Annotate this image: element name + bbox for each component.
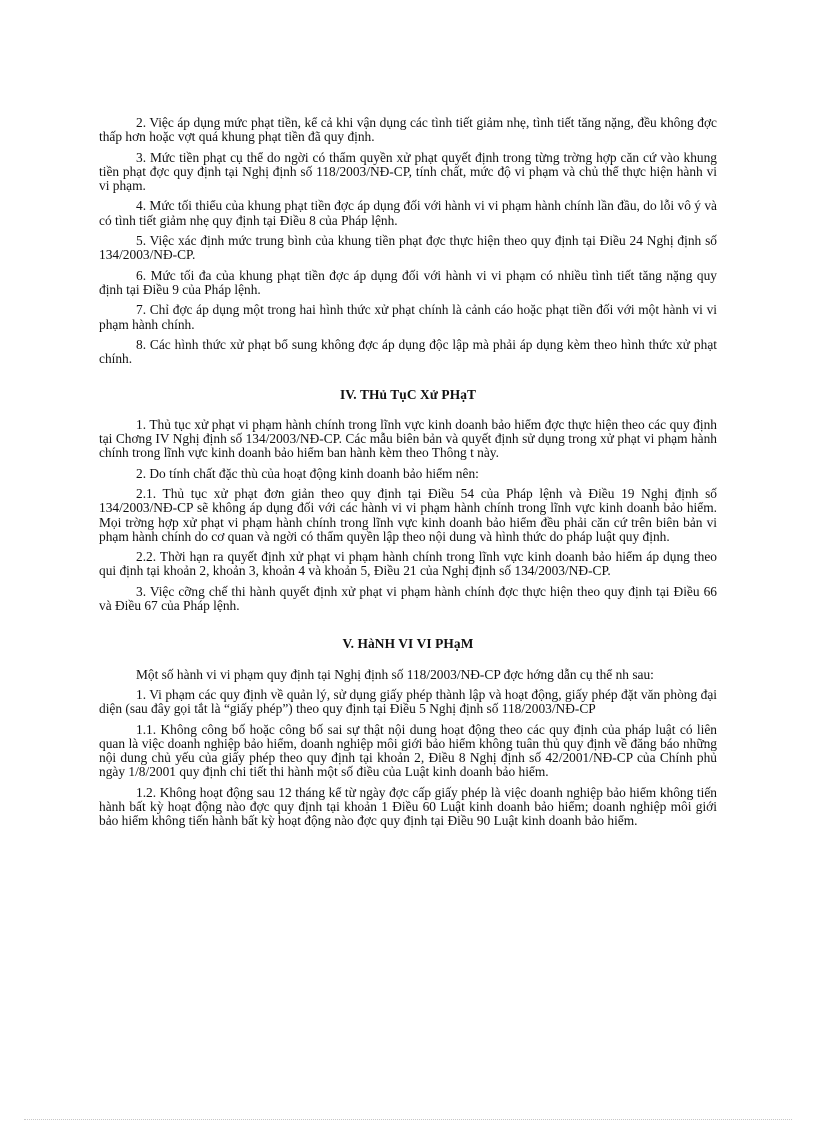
paragraph: 4. Mức tối thiểu của khung phạt tiền đợc áp dụng đối với hành vi vi phạm hành chính lần đầu, do lỗi vô ý và có tình tiết giảm nhẹ quy định tại Điều 8 của Pháp lệnh. [99, 198, 717, 228]
paragraph: 5. Việc xác định mức trung bình của khung tiền phạt đợc thực hiện theo quy định tại Điều 24 Nghị định số 134/2003/NĐ-CP. [99, 233, 717, 263]
paragraph: 8. Các hình thức xử phạt bổ sung không đợc áp dụng độc lập mà phải áp dụng kèm theo hình thức xử phạt chính. [99, 336, 717, 367]
page-bottom-divider [24, 1119, 792, 1120]
paragraph: 2.1. Thủ tục xử phạt đơn giản theo quy định tại Điều 54 của Pháp lệnh và Điều 19 Nghị định số 134/2003/NĐ-CP sẽ không áp dụng đối với các hành vi vi phạm hành chính trong lĩnh vực kinh doanh bảo hiểm. Mọi trờng hợp xử phạt vi phạm hành chính trong lĩnh vực kinh doanh bảo hiểm đều phải căn cứ trên biên bản vi phạm hành chính do cơ quan và ngời có thẩm quyền lập theo nội dung và hình thức do pháp luật quy định. [99, 485, 717, 544]
paragraph: 7. Chỉ đợc áp dụng một trong hai hình thức xử phạt chính là cảnh cáo hoặc phạt tiền đối với một hành vi vi phạm hành chính. [99, 302, 717, 332]
paragraph: 2.2. Thời hạn ra quyết định xử phạt vi phạm hành chính trong lĩnh vực kinh doanh bảo hiểm áp dụng theo qui định tại khoản 2, khoản 3, khoản 4 và khoản 5, Điều 21 của Nghị định số 134/2003/NĐ-CP. [99, 549, 717, 579]
paragraph: 3. Mức tiền phạt cụ thể do ngời có thẩm quyền xử phạt quyết định trong từng trờng hợp căn cứ vào khung tiền phạt đợc quy định tại Nghị định số 118/2003/NĐ-CP, tính chất, mức độ vi phạm và chủ thể thực hiện hành vi vi phạm. [99, 149, 717, 194]
paragraph: Một số hành vi vi phạm quy định tại Nghị định số 118/2003/NĐ-CP đợc hớng dẫn cụ thể nh sau: [136, 666, 654, 682]
paragraph: 1.1. Không công bố hoặc công bố sai sự thật nội dung hoạt động theo các quy định của pháp luật có liên quan là việc doanh nghiệp bảo hiểm, doanh nghiệp môi giới bảo hiểm không tuân thủ quy định về đăng báo những nội dung chủ yếu của giấy phép theo quy định tại khoản 2, Điều 8 Nghị định số 42/2001/NĐ-CP của Chính phủ ngày 1/8/2001 quy định chi tiết thi hành một số điều của Luật kinh doanh bảo hiểm. [99, 721, 717, 780]
paragraph: 2. Việc áp dụng mức phạt tiền, kể cả khi vận dụng các tình tiết giảm nhẹ, tình tiết tăng nặng, đều không đợc thấp hơn hoặc vợt quá khung phạt tiền đã quy định. [99, 115, 717, 145]
document-body [99, 116, 717, 835]
paragraph: 6. Mức tối đa của khung phạt tiền đợc áp dụng đối với hành vi vi phạm có nhiều tình tiết tăng nặng quy định tại Điều 9 của Pháp lệnh. [99, 267, 717, 297]
paragraph: 3. Việc cỡng chế thi hành quyết định xử phạt vi phạm hành chính đợc thực hiện theo quy định tại Điều 66 và Điều 67 của Pháp lệnh. [99, 583, 717, 614]
paragraph: 1. Thủ tục xử phạt vi phạm hành chính trong lĩnh vực kinh doanh bảo hiểm đợc thực hiện theo các quy định tại Chơng IV Nghị định số 134/2003/NĐ-CP. Các mẫu biên bản và quyết định sử dụng trong xử phạt vi phạm hành chính trong lĩnh vực kinh doanh bảo hiểm ban hành kèm theo Thông t này. [99, 416, 717, 461]
section-heading-iv: IV. THủ TụC Xử PHạT [339, 387, 477, 403]
section-heading-v: V. HàNH VI VI PHạM [342, 636, 474, 652]
paragraph: 1.2. Không hoạt động sau 12 tháng kể từ ngày đợc cấp giấy phép là việc doanh nghiệp bảo hiểm không tiến hành bất kỳ hoạt động nào đợc quy định tại khoản 1 Điều 60 Luật kinh doanh bảo hiểm; doanh nghiệp môi giới bảo hiểm không tiến hành bất kỳ hoạt động nào đợc quy định tại Điều 90 Luật kinh doanh bảo hiểm. [99, 784, 717, 829]
paragraph: 2. Do tính chất đặc thù của hoạt động kinh doanh bảo hiểm nên: [136, 465, 479, 481]
paragraph: 1. Vi phạm các quy định về quản lý, sử dụng giấy phép thành lập và hoạt động, giấy phép đặt văn phòng đại diện (sau đây gọi tắt là “giấy phép”) theo quy định tại Điều 5 Nghị định số 118/2003/NĐ-CP [99, 686, 717, 717]
